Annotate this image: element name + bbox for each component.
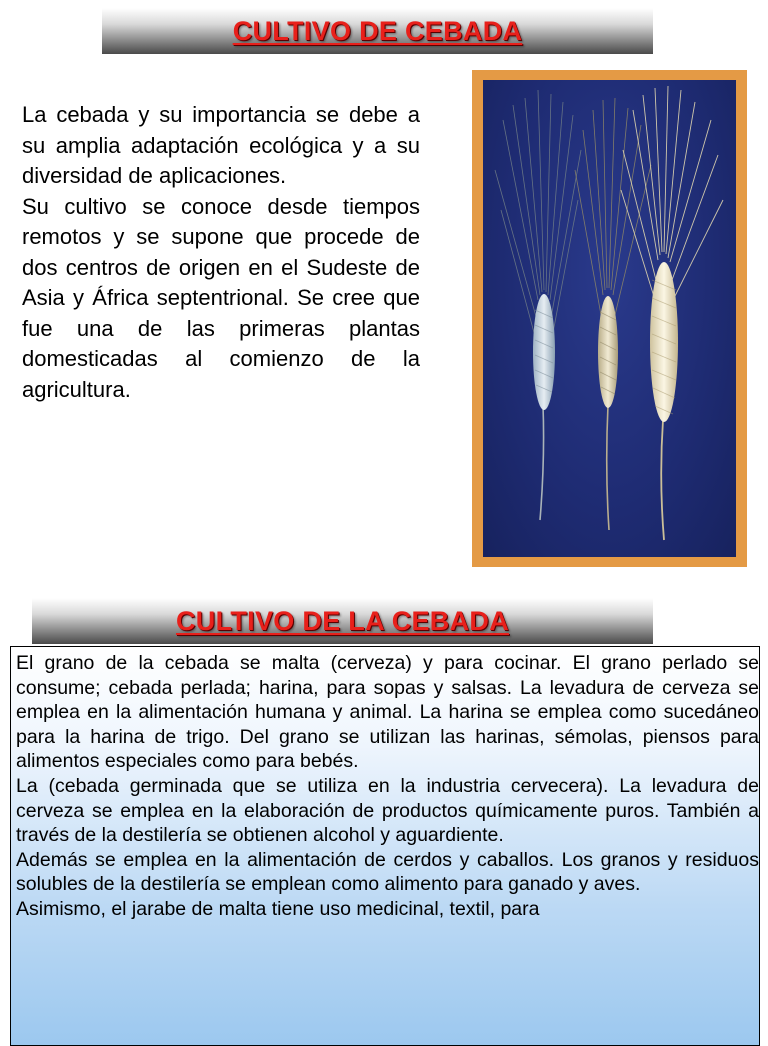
uses-paragraph: Además se emplea en la alimentación de cerdos y caballos. Los granos y residuos solubles de la destilería se emplean como alimento para ganado y aves.	[16, 848, 759, 896]
right-stem	[661, 420, 664, 540]
intro-paragraph: Su cultivo se conoce desde tiempos remotos y se supone que procede de dos centros de origen en el Sudeste de Asia y África septentrional. Se cree que fue una de las primeras plantas domesticadas al comienzo de la agricultura.	[22, 193, 420, 402]
intro-paragraph: La cebada y su importancia se debe a su amplia adaptación ecológica y a su diversidad de aplicaciones.	[22, 102, 420, 188]
right-spike-head	[650, 262, 678, 422]
intro-text	[22, 100, 420, 405]
barley-spikes-image	[483, 80, 736, 557]
barley-spikes-illustration	[483, 80, 736, 557]
uses-paragraph: Asimismo, el jarabe de malta tiene uso medicinal, textil, para	[16, 897, 540, 920]
left-spike-awns	[495, 90, 581, 340]
left-spike-head	[533, 294, 555, 410]
left-stem	[540, 405, 544, 520]
page-title: CULTIVO DE CEBADA	[232, 15, 523, 46]
middle-stem	[607, 405, 609, 530]
section-title: CULTIVO DE LA CEBADA	[176, 605, 509, 636]
uses-paragraph: El grano de la cebada se malta (cerveza) y para cocinar. El grano perlado se consume; cebada perlada; harina, para sopas y salsas. La levadura de cerveza se emplea en la alimentación humana y animal. La harina se emplea como sucedáneo para la harina de trigo. Del grano se utilizan las harinas, sémolas, piensos para alimentos especiales como para bebés.	[16, 652, 759, 773]
middle-spike-awns	[575, 98, 651, 315]
uses-text-box	[10, 646, 760, 1046]
right-spike-awns	[621, 86, 723, 300]
barley-photo-frame	[472, 70, 747, 567]
header-title-bar	[102, 8, 653, 54]
uses-paragraph: La (cebada germinada que se utiliza en la industria cervecera). La levadura de cerveza se emplea en la elaboración de productos químicamente puros. También a través de la destilería se obtienen alcohol y aguardiente.	[16, 774, 759, 847]
section-title-bar	[32, 598, 653, 644]
